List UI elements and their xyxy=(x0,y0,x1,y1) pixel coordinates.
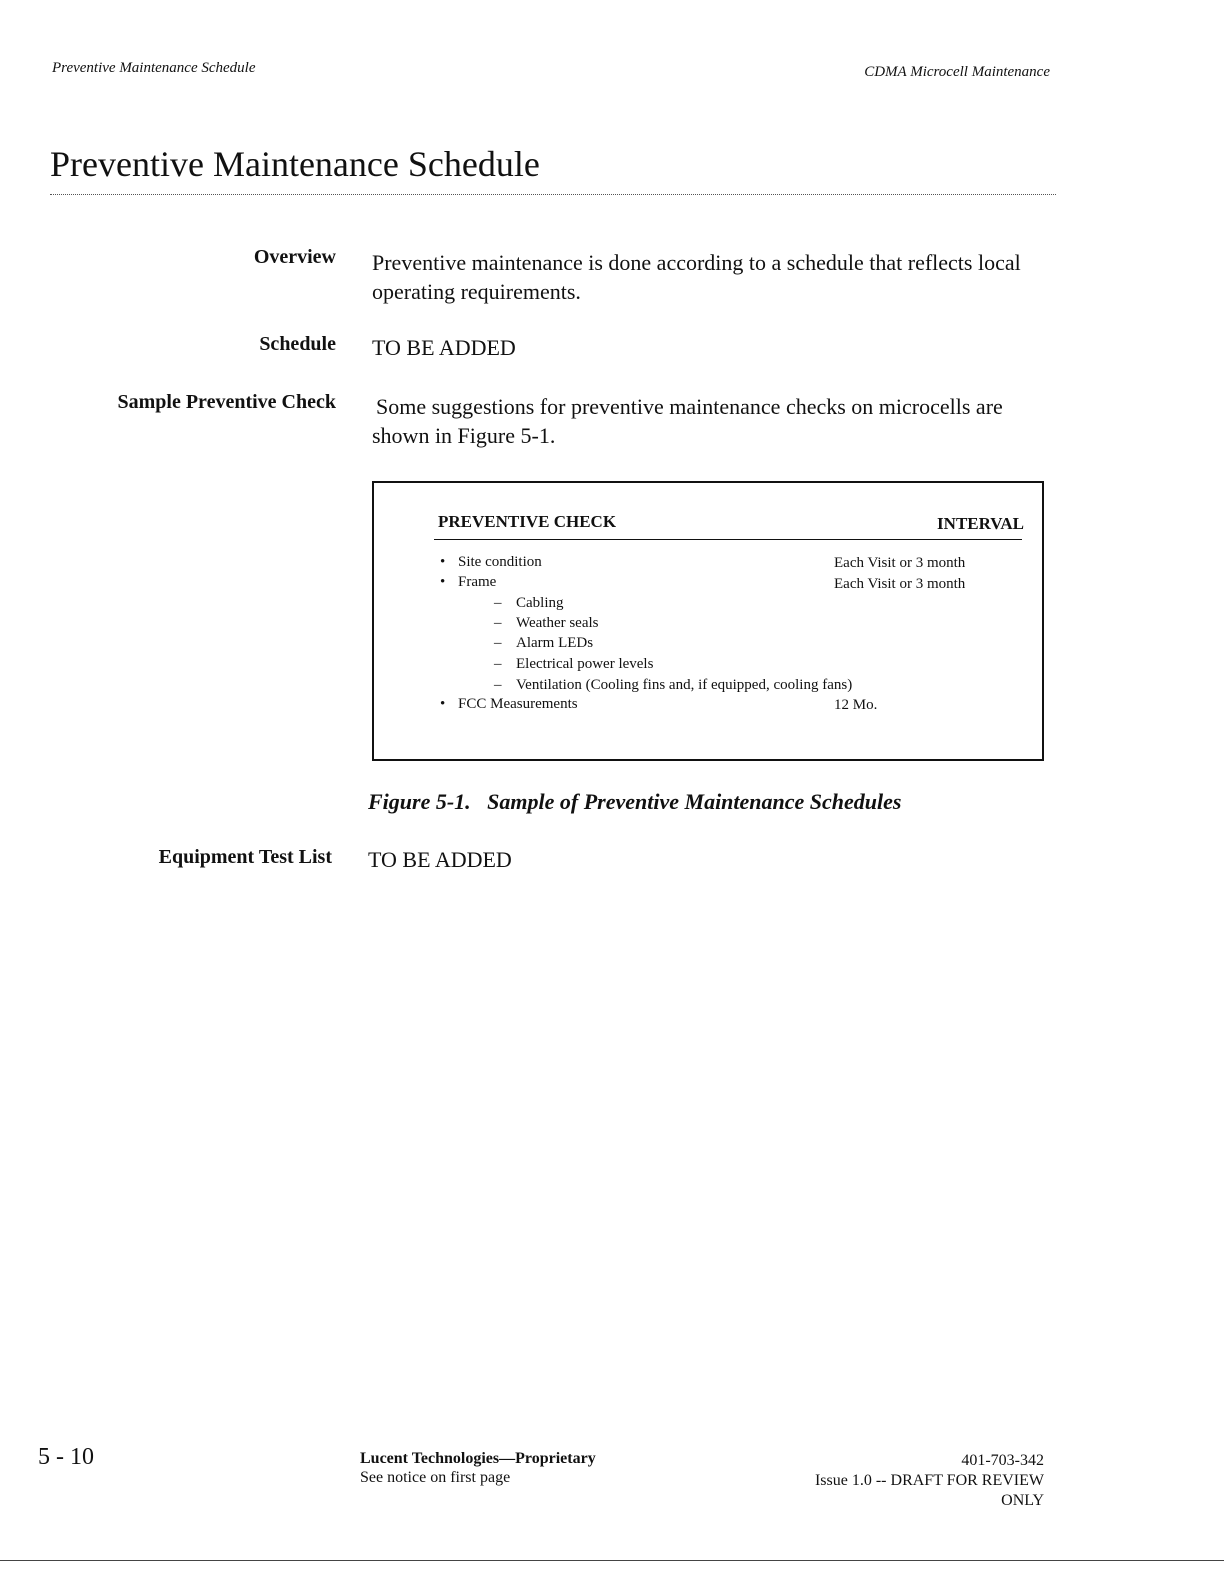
footer-notice xyxy=(360,1449,596,1487)
figure-subitem xyxy=(494,654,653,674)
footer-doc-number: 401-703-342 xyxy=(961,1452,1044,1469)
footer-issue: Issue 1.0 -- DRAFT FOR REVIEW xyxy=(814,1472,1044,1489)
dash-icon: – xyxy=(494,595,502,611)
figure-subitem xyxy=(494,613,599,633)
figure-item-interval: Each Visit or 3 month xyxy=(834,555,966,571)
figure-subitem-text: Cabling xyxy=(516,595,564,611)
bullet-icon: • xyxy=(440,574,446,590)
figure-subitem xyxy=(494,675,852,695)
equipment-test-label: Equipment Test List xyxy=(158,846,332,868)
figure-header-rule xyxy=(434,539,1022,540)
footer-doc-info xyxy=(815,1451,1044,1511)
dash-icon: – xyxy=(494,656,502,672)
schedule-label: Schedule xyxy=(259,333,336,355)
overview-text: Preventive maintenance is done according to a schedule that reflects local operating requirements. xyxy=(372,250,1021,304)
page-title: Preventive Maintenance Schedule xyxy=(50,144,540,184)
figure-item-interval: 12 Mo. xyxy=(834,697,878,713)
figure-subitem xyxy=(494,593,564,613)
figure-item xyxy=(440,552,542,572)
running-header-left: Preventive Maintenance Schedule xyxy=(52,60,256,76)
figure-subitem xyxy=(494,633,593,653)
figure-item xyxy=(440,572,496,592)
schedule-text: TO BE ADDED xyxy=(372,335,516,360)
title-divider xyxy=(50,194,1056,195)
figure-item-text: Frame xyxy=(458,574,497,590)
footer-issue-cont: ONLY xyxy=(1001,1492,1044,1509)
figure-item-text: Site condition xyxy=(458,554,542,570)
bullet-icon: • xyxy=(440,554,446,570)
figure-column-interval: INTERVAL xyxy=(937,514,1024,533)
figure-column-check: PREVENTIVE CHECK xyxy=(438,512,617,531)
sample-check-text: Some suggestions for preventive maintenance checks on microcells are shown in Figure 5-1. xyxy=(372,394,1003,448)
page-bottom-rule xyxy=(0,1560,1224,1561)
footer-notice-text: See notice on first page xyxy=(360,1469,511,1486)
figure-subitem-text: Weather seals xyxy=(516,615,599,631)
figure-item xyxy=(440,694,578,714)
running-header-right: CDMA Microcell Maintenance xyxy=(864,64,1050,80)
dash-icon: – xyxy=(494,635,502,651)
sample-check-label: Sample Preventive Check xyxy=(117,391,336,413)
figure-item-text: FCC Measurements xyxy=(458,696,578,712)
figure-subitem-text: Ventilation (Cooling fins and, if equipped, cooling fans) xyxy=(516,677,853,693)
bullet-icon: • xyxy=(440,696,446,712)
dash-icon: – xyxy=(494,677,502,693)
dash-icon: – xyxy=(494,615,502,631)
overview-label: Overview xyxy=(253,246,336,268)
figure-item-interval: Each Visit or 3 month xyxy=(834,576,966,592)
figure-caption: Figure 5-1. Sample of Preventive Maintenance Schedules xyxy=(368,789,902,814)
figure-subitem-text: Alarm LEDs xyxy=(516,635,594,651)
page-number: 5 - 10 xyxy=(38,1444,94,1470)
equipment-test-text: TO BE ADDED xyxy=(368,847,512,872)
footer-company: Lucent Technologies—Proprietary xyxy=(360,1450,596,1467)
figure-subitem-text: Electrical power levels xyxy=(516,656,654,672)
